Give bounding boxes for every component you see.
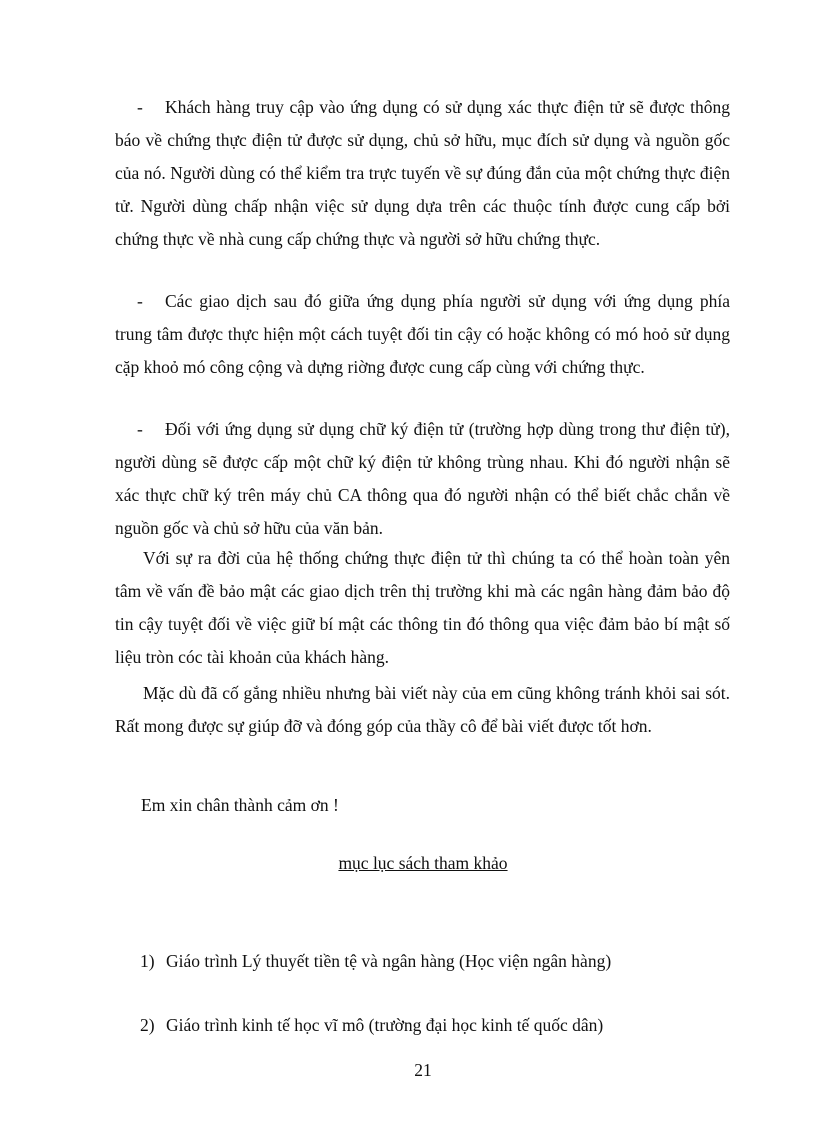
bullet-paragraph-2 <box>115 285 730 384</box>
body-paragraph-4: Với sự ra đời của hệ thống chứng thực điện tử thì chúng ta có thể hoàn toàn yên tâm về vấn đề bảo mật các giao dịch trên thị trường khi mà các ngân hàng đảm bảo độ tin cậy tuyệt đối về việc giữ bí mật các thông tin đó thông qua việc đảm bảo bí mật số liệu tròn cóc tài khoản của khách hàng. <box>115 548 730 667</box>
reference-text: Giáo trình Lý thuyết tiền tệ và ngân hàng (Học viện ngân hàng) <box>166 951 612 971</box>
reference-number: 1) <box>140 951 155 971</box>
reference-text: Giáo trình kinh tế học vĩ mô (trường đại học kinh tế quốc dân) <box>166 1015 604 1035</box>
bullet-dash: - <box>137 419 143 439</box>
thanks-line: Em xin chân thành cảm ơn ! <box>141 795 339 815</box>
bullet-paragraph-3 <box>115 413 730 545</box>
reference-number: 2) <box>140 1015 155 1035</box>
bullet-dash: - <box>137 291 143 311</box>
reference-item-2 <box>140 1015 603 1036</box>
body-paragraph-5: Mặc dù đã cố gắng nhiều nhưng bài viết này của em cũng không tránh khỏi sai sót. Rất mong được sự giúp đỡ và đóng góp của thầy cô để bài viết được tốt hơn. <box>115 683 730 736</box>
references-heading: mục lục sách tham khảo <box>338 853 508 873</box>
bullet-paragraph-1 <box>115 91 730 256</box>
page-number: 21 <box>414 1060 432 1080</box>
bullet-dash: - <box>137 97 143 117</box>
bullet-text: Đối với ứng dụng sử dụng chữ ký điện tử (trường hợp dùng trong thư điện tử), người dùng sẽ được cấp một chữ ký điện tử không trùng nhau. Khi đó người nhận sẽ xác thực chữ ký trên máy chủ CA thông qua đó người nhận có thể biết chắc chắn về nguồn gốc và chủ sở hữu của văn bản. <box>115 419 730 538</box>
bullet-text: Khách hàng truy cập vào ứng dụng có sử dụng xác thực điện tử sẽ được thông báo về chứng thực điện tử được sử dụng, chủ sở hữu, mục đích sử dụng và nguồn gốc của nó. Người dùng có thể kiểm tra trực tuyến về sự đúng đắn của một chứng thực điện tử. Người dùng chấp nhận việc sử dụng dựa trên các thuộc tính được cung cấp bởi chứng thực về nhà cung cấp chứng thực và người sở hữu chứng thực. <box>115 97 730 249</box>
reference-item-1 <box>140 951 611 972</box>
bullet-text: Các giao dịch sau đó giữa ứng dụng phía người sử dụng với ứng dụng phía trung tâm được thực hiện một cách tuyệt đối tin cậy có hoặc không có mó hoỏ sử dụng cặp khoỏ mó công cộng và dựng riờng được cung cấp cùng với chứng thực. <box>115 291 730 377</box>
